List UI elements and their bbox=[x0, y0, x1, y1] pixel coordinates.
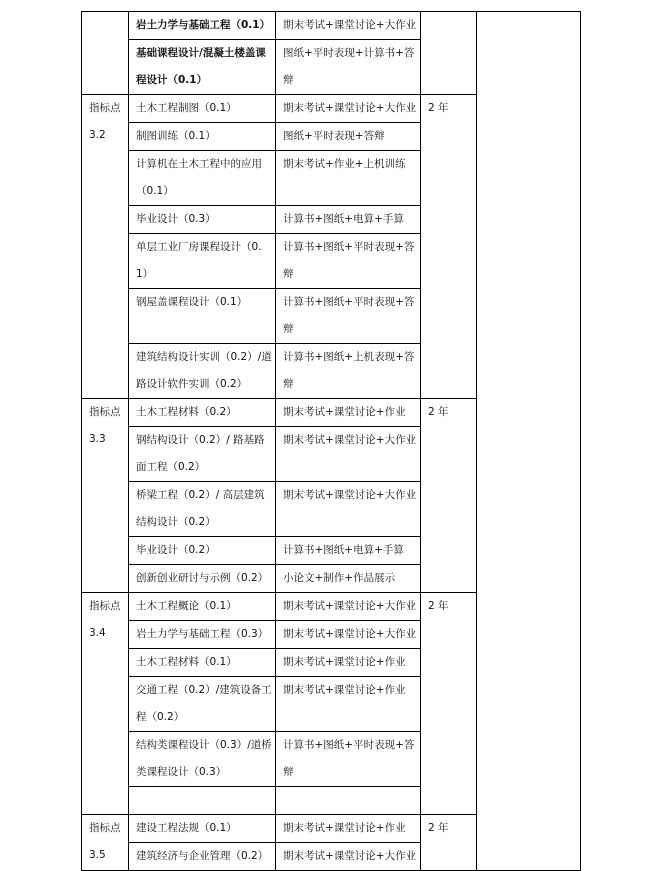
course-cell bbox=[129, 537, 276, 565]
indicator-label: 指标点 bbox=[89, 102, 121, 114]
time-cell bbox=[421, 815, 477, 871]
assessment-method: 期末考试+课堂讨论+大作业 bbox=[283, 628, 417, 640]
assessment-cell bbox=[276, 399, 421, 427]
course-name: 土木工程概论（0.1） bbox=[136, 600, 237, 612]
course-name: 土木工程材料（0.1） bbox=[136, 656, 237, 668]
assessment-method: 计算书+图纸+平时表现+答辩 bbox=[283, 296, 415, 335]
assessment-method: 期末考试+课堂讨论+作业 bbox=[283, 406, 406, 418]
time-cell bbox=[421, 12, 477, 95]
course-cell bbox=[129, 151, 276, 206]
indicator-cell bbox=[82, 593, 129, 815]
course-name: 岩土力学与基础工程（0.1） bbox=[136, 19, 271, 31]
course-name: 建筑结构设计实训（0.2）/道路设计软件实训（0.2） bbox=[136, 351, 272, 390]
assessment-method: 期末考试+课堂讨论+大作业 bbox=[283, 102, 417, 114]
course-cell bbox=[129, 621, 276, 649]
course-name: 建设工程法规（0.1） bbox=[136, 822, 237, 834]
time-cell bbox=[421, 399, 477, 593]
course-cell bbox=[129, 95, 276, 123]
assessment-method: 期末考试+课堂讨论+大作业 bbox=[283, 19, 417, 31]
course-cell bbox=[129, 593, 276, 621]
assessment-method: 计算书+图纸+平时表现+答辩 bbox=[283, 241, 415, 280]
assessment-method: 计算书+图纸+平时表现+答辩 bbox=[283, 739, 415, 778]
course-cell bbox=[129, 40, 276, 95]
assessment-method: 期末考试+课堂讨论+作业 bbox=[283, 656, 406, 668]
assessment-method: 图纸+平时表现+答辩 bbox=[283, 130, 385, 142]
course-name: 基础课程设计/混凝土楼盖课程设计（0.1） bbox=[136, 47, 266, 86]
course-cell bbox=[129, 399, 276, 427]
assessment-cell bbox=[276, 40, 421, 95]
course-cell bbox=[129, 12, 276, 40]
course-name: 结构类课程设计（0.3）/道桥类课程设计（0.3） bbox=[136, 739, 272, 778]
assessment-cell bbox=[276, 12, 421, 40]
time-value: 2 年 bbox=[428, 600, 449, 612]
course-cell bbox=[129, 206, 276, 234]
indicator-cell bbox=[82, 815, 129, 871]
indicator-course-table bbox=[81, 11, 581, 871]
assessment-cell bbox=[276, 151, 421, 206]
course-cell bbox=[129, 234, 276, 289]
assessment-method: 期末考试+课堂讨论+大作业 bbox=[283, 489, 417, 501]
assessment-cell bbox=[276, 427, 421, 482]
indicator-number: 3.4 bbox=[89, 627, 106, 639]
time-value: 2 年 bbox=[428, 822, 449, 834]
course-name: 创新创业研讨与示例（0.2） bbox=[136, 572, 269, 584]
indicator-number: 3.3 bbox=[89, 433, 106, 445]
assessment-cell bbox=[276, 344, 421, 399]
course-name: 毕业设计（0.3） bbox=[136, 213, 216, 225]
assessment-method: 期末考试+课堂讨论+大作业 bbox=[283, 434, 417, 446]
assessment-cell bbox=[276, 732, 421, 787]
course-name: 钢结构设计（0.2）/ 路基路面工程（0.2） bbox=[136, 434, 265, 473]
time-cell bbox=[421, 95, 477, 399]
table-row bbox=[82, 12, 581, 40]
assessment-cell bbox=[276, 843, 421, 871]
course-cell bbox=[129, 565, 276, 593]
course-name: 钢屋盖课程设计（0.1） bbox=[136, 296, 248, 308]
assessment-cell bbox=[276, 95, 421, 123]
assessment-method: 期末考试+课堂讨论+作业 bbox=[283, 684, 406, 696]
indicator-label: 指标点 bbox=[89, 600, 121, 612]
assessment-cell bbox=[276, 787, 421, 815]
indicator-number: 3.2 bbox=[89, 129, 106, 141]
assessment-method: 期末考试+课堂讨论+作业 bbox=[283, 822, 406, 834]
course-cell bbox=[129, 787, 276, 815]
blank-column-cell bbox=[477, 12, 581, 871]
assessment-method: 期末考试+课堂讨论+大作业 bbox=[283, 850, 417, 862]
course-cell bbox=[129, 482, 276, 537]
indicator-cell bbox=[82, 399, 129, 593]
assessment-cell bbox=[276, 206, 421, 234]
assessment-cell bbox=[276, 677, 421, 732]
course-cell bbox=[129, 843, 276, 871]
indicator-label: 指标点 bbox=[89, 822, 121, 834]
indicator-number: 3.5 bbox=[89, 849, 106, 861]
assessment-cell bbox=[276, 482, 421, 537]
assessment-cell bbox=[276, 621, 421, 649]
course-name: 桥梁工程（0.2）/ 高层建筑结构设计（0.2） bbox=[136, 489, 265, 528]
course-cell bbox=[129, 649, 276, 677]
course-cell bbox=[129, 344, 276, 399]
course-name: 土木工程制图（0.1） bbox=[136, 102, 237, 114]
assessment-cell bbox=[276, 815, 421, 843]
assessment-method: 计算书+图纸+电算+手算 bbox=[283, 213, 404, 225]
assessment-method: 计算书+图纸+电算+手算 bbox=[283, 544, 404, 556]
course-name: 建筑经济与企业管理（0.2） bbox=[136, 850, 269, 862]
course-cell bbox=[129, 732, 276, 787]
assessment-method: 期末考试+作业+上机训练 bbox=[283, 158, 406, 170]
assessment-method: 计算书+图纸+上机表现+答辩 bbox=[283, 351, 415, 390]
assessment-cell bbox=[276, 123, 421, 151]
course-name: 计算机在土木工程中的应用（0.1） bbox=[136, 158, 262, 197]
assessment-cell bbox=[276, 234, 421, 289]
time-cell bbox=[421, 593, 477, 815]
assessment-cell bbox=[276, 565, 421, 593]
assessment-cell bbox=[276, 649, 421, 677]
assessment-cell bbox=[276, 537, 421, 565]
course-name: 单层工业厂房课程设计（0.1） bbox=[136, 241, 262, 280]
assessment-cell bbox=[276, 289, 421, 344]
assessment-method: 期末考试+课堂讨论+大作业 bbox=[283, 600, 417, 612]
course-cell bbox=[129, 123, 276, 151]
indicator-cell bbox=[82, 95, 129, 399]
course-cell bbox=[129, 289, 276, 344]
assessment-method: 图纸+平时表现+计算书+答辩 bbox=[283, 47, 415, 86]
course-cell bbox=[129, 677, 276, 732]
course-cell bbox=[129, 815, 276, 843]
assessment-cell bbox=[276, 593, 421, 621]
course-name: 岩土力学与基础工程（0.3） bbox=[136, 628, 269, 640]
course-cell bbox=[129, 427, 276, 482]
indicator-label: 指标点 bbox=[89, 406, 121, 418]
time-value: 2 年 bbox=[428, 406, 449, 418]
course-name: 制图训练（0.1） bbox=[136, 130, 216, 142]
indicator-cell bbox=[82, 12, 129, 95]
course-name: 交通工程（0.2）/建筑设备工程（0.2） bbox=[136, 684, 272, 723]
course-name: 土木工程材料（0.2） bbox=[136, 406, 237, 418]
course-name: 毕业设计（0.2） bbox=[136, 544, 216, 556]
assessment-method: 小论文+制作+作品展示 bbox=[283, 572, 396, 584]
time-value: 2 年 bbox=[428, 102, 449, 114]
